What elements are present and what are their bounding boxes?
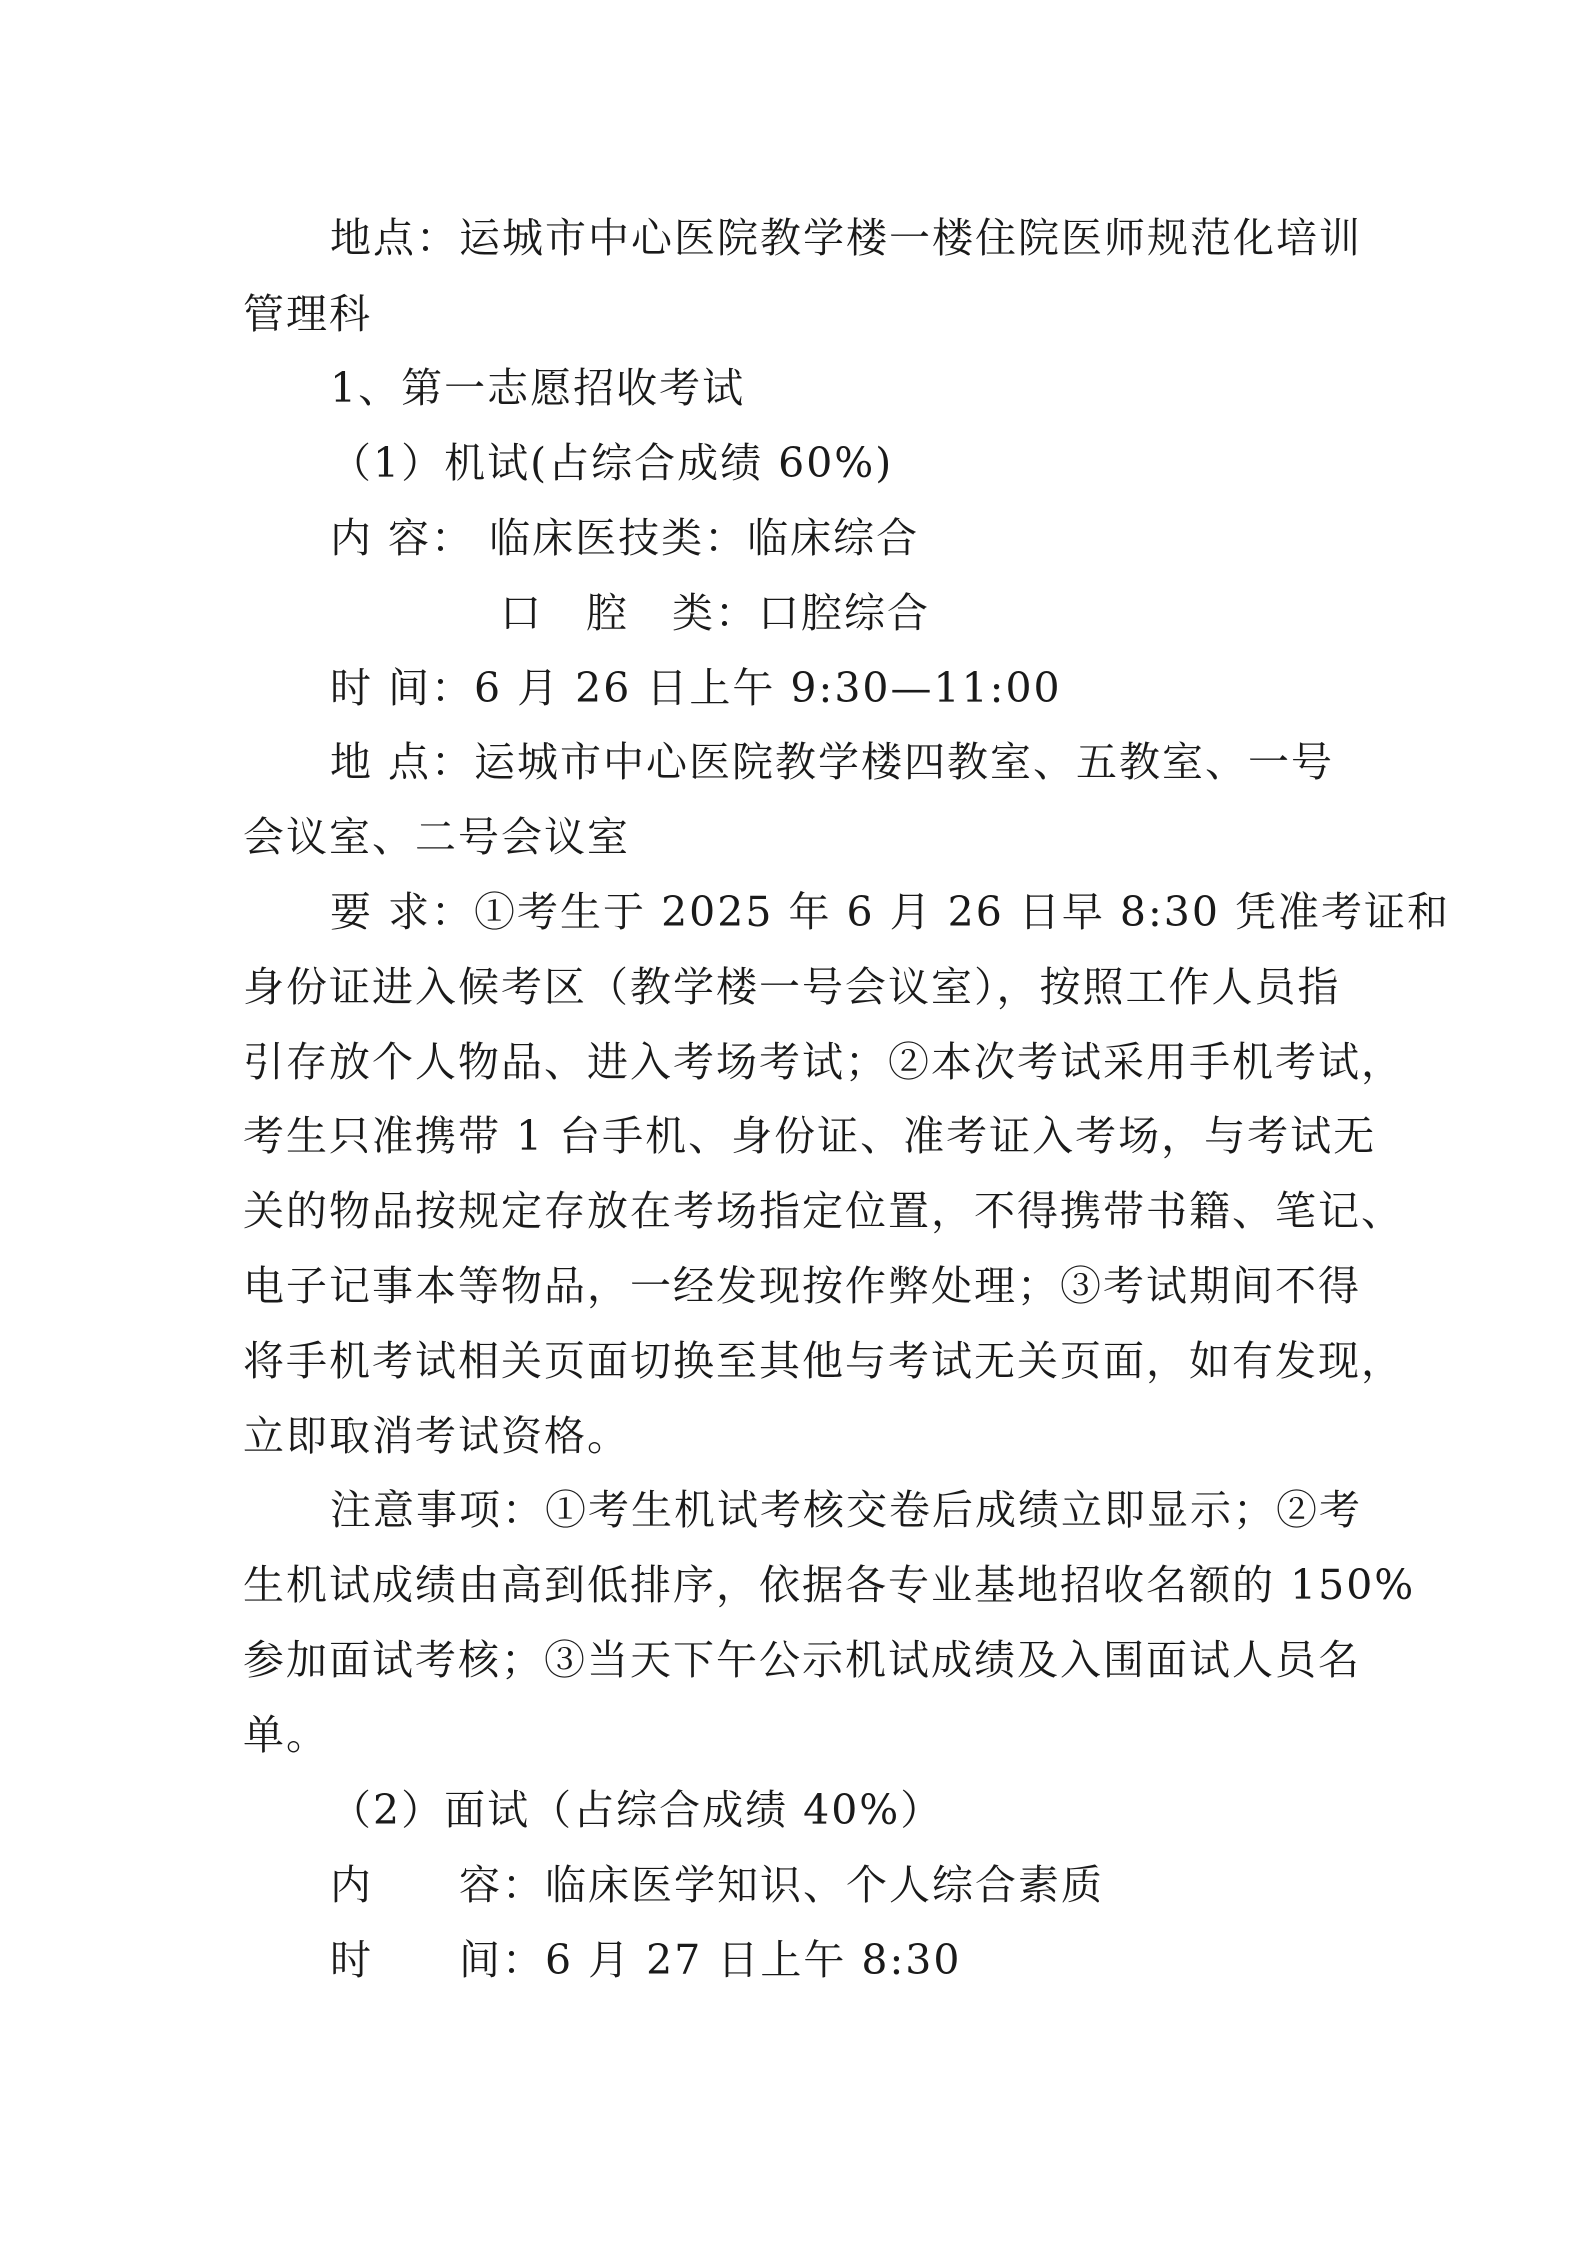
location-main-line-2: 管理科 bbox=[243, 290, 372, 338]
interview-content: 内 容：临床医学知识、个人综合素质 bbox=[330, 1861, 1104, 1909]
section1-title: 1、第一志愿招收考试 bbox=[330, 364, 746, 412]
notes-line-2: 生机试成绩由高到低排序，依据各专业基地招收名额的 150% bbox=[243, 1561, 1416, 1609]
notes-line-3: 参加面试考核；③当天下午公示机试成绩及入围面试人员名 bbox=[243, 1636, 1361, 1684]
interview-title: （2）面试（占综合成绩 40%） bbox=[330, 1786, 944, 1834]
requirements-line-8: 立即取消考试资格。 bbox=[243, 1412, 630, 1460]
requirements-line-7: 将手机考试相关页面切换至其他与考试无关页面，如有发现， bbox=[243, 1337, 1404, 1385]
requirements-line-5: 关的物品按规定存放在考场指定位置，不得携带书籍、笔记、 bbox=[243, 1187, 1404, 1235]
requirements-line-2: 身份证进入候考区（教学楼一号会议室），按照工作人员指 bbox=[243, 963, 1341, 1011]
requirements-line-6: 电子记事本等物品，一经发现按作弊处理；③考试期间不得 bbox=[243, 1262, 1361, 1310]
location-main-line-1: 地点：运城市中心医院教学楼一楼住院医师规范化培训 bbox=[330, 214, 1362, 262]
requirements-line-4: 考生只准携带 1 台手机、身份证、准考证入考场，与考试无 bbox=[243, 1112, 1377, 1160]
content-line-2: 口 腔 类：口腔综合 bbox=[500, 589, 930, 637]
machine-exam-title: （1）机试(占综合成绩 60%) bbox=[330, 439, 894, 487]
requirements-line-3: 引存放个人物品、进入考场考试；②本次考试采用手机考试， bbox=[243, 1038, 1404, 1086]
time-line: 时 间：6 月 26 日上午 9:30—11:00 bbox=[330, 664, 1062, 712]
requirements-line-1: 要 求：①考生于 2025 年 6 月 26 日早 8:30 凭准考证和 bbox=[330, 888, 1450, 936]
notes-line-1: 注意事项：①考生机试考核交卷后成绩立即显示；②考 bbox=[330, 1486, 1362, 1534]
interview-time: 时 间：6 月 27 日上午 8:30 bbox=[330, 1936, 962, 1984]
place-line-1: 地 点：运城市中心医院教学楼四教室、五教室、一号 bbox=[330, 738, 1335, 786]
notes-line-4: 单。 bbox=[243, 1711, 329, 1759]
content-line-1: 内 容： 临床医技类：临床综合 bbox=[330, 514, 920, 562]
place-line-2: 会议室、二号会议室 bbox=[243, 813, 630, 861]
